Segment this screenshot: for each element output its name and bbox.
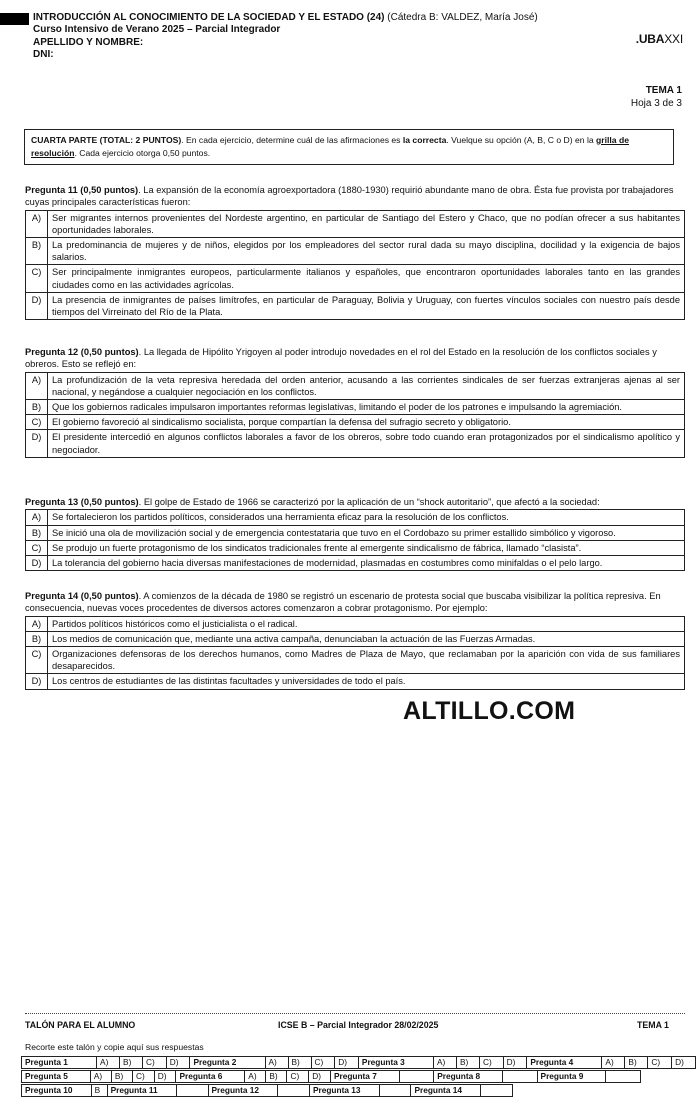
course-subtitle: Curso Intensivo de Verano 2025 – Parcial Integrador bbox=[33, 24, 281, 36]
options-table bbox=[25, 372, 685, 458]
option-letter: B) bbox=[26, 238, 48, 265]
question-title: Pregunta 14 (0,50 puntos) bbox=[25, 591, 139, 601]
tema-label: TEMA 1 bbox=[645, 85, 682, 96]
talon-tema: TEMA 1 bbox=[637, 1020, 669, 1030]
grid-option-cell[interactable]: D) bbox=[154, 1071, 176, 1083]
option-text: Partidos políticos históricos como el justicialista o el radical. bbox=[48, 616, 685, 631]
option-letter: D) bbox=[26, 292, 48, 319]
question-11 bbox=[25, 184, 685, 320]
grid-option-cell[interactable]: A) bbox=[433, 1057, 456, 1069]
option-letter: C) bbox=[26, 647, 48, 674]
option-letter: C) bbox=[26, 265, 48, 292]
option-text: La presencia de inmigrantes de países limítrofes, en particular de Paraguay, Bolivia y Uruguay, con fuertes vínculos sociales con nuestro país desde tiempos del Virreinato del Río de la Plata. bbox=[48, 292, 685, 319]
grid-option-cell[interactable]: D) bbox=[672, 1057, 696, 1069]
grid-option-cell[interactable]: D) bbox=[503, 1057, 527, 1069]
grid-answer-cell[interactable] bbox=[606, 1071, 641, 1083]
option-row bbox=[26, 616, 685, 631]
option-text: La profundización de la veta represiva heredada del orden anterior, acusando a las corrientes sindicales de ser fuerzas extranjeras ajenas al ser nacional, y negándose a cualquier negociación en los conflictos. bbox=[48, 372, 685, 399]
question-title: Pregunta 12 (0,50 puntos) bbox=[25, 347, 139, 357]
talon-title: TALÓN PARA EL ALUMNO bbox=[25, 1020, 136, 1030]
option-row bbox=[26, 400, 685, 415]
option-row bbox=[26, 540, 685, 555]
option-letter: A) bbox=[26, 616, 48, 631]
question-stem: . La llegada de Hipólito Yrigoyen al poder introdujo novedades en el rol del Estado en la resolución de los conflictos sociales y obreros. Esto se reflejó en: bbox=[25, 347, 657, 370]
question-title: Pregunta 13 (0,50 puntos) bbox=[25, 497, 139, 507]
options-table bbox=[25, 616, 685, 690]
grid-question-label: Pregunta 3 bbox=[358, 1057, 433, 1069]
tema-block bbox=[631, 84, 682, 110]
section-title: CUARTA PARTE (TOTAL: 2 PUNTOS) bbox=[31, 135, 182, 145]
option-letter: B) bbox=[26, 400, 48, 415]
course-chair: (Cátedra B: VALDEZ, María José) bbox=[384, 12, 538, 23]
grid-option-cell[interactable]: C) bbox=[311, 1057, 335, 1069]
grid-question-label: Pregunta 9 bbox=[537, 1071, 606, 1083]
option-text: La predominancia de mujeres y de niños, elegidos por los empleadores del sector rural dada su mayo disciplina, docilidad y la exigencia de bajos salarios. bbox=[48, 238, 685, 265]
grid-question-label: Pregunta 7 bbox=[330, 1071, 399, 1083]
option-letter: B) bbox=[26, 525, 48, 540]
option-letter: B) bbox=[26, 631, 48, 646]
option-text: Se fortalecieron los partidos políticos, considerados una herramienta eficaz para la resolución de los conflictos. bbox=[48, 510, 685, 525]
grid-option-cell[interactable]: B) bbox=[111, 1071, 132, 1083]
question-12 bbox=[25, 346, 685, 458]
question-13 bbox=[25, 496, 685, 571]
grid-answer-cell[interactable] bbox=[481, 1085, 513, 1097]
option-row bbox=[26, 238, 685, 265]
grid-question-label: Pregunta 2 bbox=[190, 1057, 265, 1069]
black-mark bbox=[0, 13, 29, 25]
grid-option-cell[interactable]: D) bbox=[309, 1071, 331, 1083]
options-table bbox=[25, 509, 685, 571]
grid-option-cell[interactable]: B) bbox=[456, 1057, 479, 1069]
watermark-text: ALTILLO.COM bbox=[403, 697, 576, 725]
option-row bbox=[26, 674, 685, 689]
option-text: Ser migrantes internos provenientes del Nordeste argentino, en particular de Santiago del Estero y Chaco, que no podían ofrecer a sus habitantes oportunidades laborales. bbox=[48, 210, 685, 237]
grid-option-cell[interactable]: B) bbox=[288, 1057, 311, 1069]
option-row bbox=[26, 415, 685, 430]
option-text: El presidente intercedió en algunos conflictos laborales a favor de los obreros, sobre todo cuando eran protagonizados por el sindicalismo apolítico y negociador. bbox=[48, 430, 685, 457]
grid-question-label: Pregunta 14 bbox=[411, 1085, 481, 1097]
grid-option-cell[interactable]: B bbox=[91, 1085, 107, 1097]
grid-option-cell[interactable]: C) bbox=[648, 1057, 672, 1069]
grid-option-cell[interactable]: A) bbox=[90, 1071, 111, 1083]
option-text: Organizaciones defensoras de los derechos humanos, como Madres de Plaza de Mayo, que reclamaban por la aparición con vida de sus familiares desaparecidos. bbox=[48, 647, 685, 674]
grid-question-label: Pregunta 12 bbox=[208, 1085, 278, 1097]
name-field-label: APELLIDO Y NOMBRE: bbox=[33, 36, 144, 48]
option-text: Los medios de comunicación que, mediante una activa campaña, denunciaban la actuación de las Fuerzas Armadas. bbox=[48, 631, 685, 646]
grid-option-cell[interactable]: D) bbox=[166, 1057, 190, 1069]
option-letter: D) bbox=[26, 674, 48, 689]
option-letter: D) bbox=[26, 430, 48, 457]
grid-answer-cell[interactable] bbox=[379, 1085, 411, 1097]
dni-field-label: DNI: bbox=[33, 48, 54, 60]
uba-logo: .UBAXXI bbox=[635, 32, 683, 46]
option-text: Que los gobiernos radicales impulsaron importantes reformas legislativas, limitando el poder de los patrones e impulsando la agremiación. bbox=[48, 400, 685, 415]
exam-header bbox=[33, 12, 538, 61]
answer-grid-row-1 bbox=[21, 1056, 696, 1069]
talon-exam-info: ICSE B – Parcial Integrador 28/02/2025 bbox=[278, 1020, 439, 1030]
option-letter: D) bbox=[26, 555, 48, 570]
cut-instructions: Recorte este talón y copie aquí sus respuestas bbox=[25, 1042, 204, 1052]
cut-line bbox=[25, 1013, 685, 1014]
option-text: Ser principalmente inmigrantes europeos, particularmente italianos y españoles, que encontraron oportunidades laborales tanto en las grandes ciudades como en las actividades agrícolas. bbox=[48, 265, 685, 292]
answer-grid-row-2 bbox=[21, 1070, 641, 1083]
option-row bbox=[26, 525, 685, 540]
grid-option-cell[interactable]: D) bbox=[335, 1057, 359, 1069]
grid-answer-cell[interactable] bbox=[503, 1071, 537, 1083]
grid-option-cell[interactable]: C) bbox=[287, 1071, 309, 1083]
option-row bbox=[26, 647, 685, 674]
grid-question-label: Pregunta 8 bbox=[434, 1071, 503, 1083]
grid-option-cell[interactable]: A) bbox=[245, 1071, 266, 1083]
grid-question-label: Pregunta 1 bbox=[22, 1057, 97, 1069]
grid-question-label: Pregunta 4 bbox=[527, 1057, 602, 1069]
question-stem: . A comienzos de la década de 1980 se registró un escenario de protesta social que buscaba visibilizar la política represiva. En consecuencia, nuevas voces procedentes de diversos actores comenzaron a cobrar protagonismo. Por ejemplo: bbox=[25, 591, 661, 614]
answer-grid-row-3 bbox=[21, 1084, 513, 1097]
grid-question-label: Pregunta 10 bbox=[22, 1085, 92, 1097]
option-letter: C) bbox=[26, 415, 48, 430]
grid-option-cell[interactable]: A) bbox=[97, 1057, 120, 1069]
grid-option-cell[interactable]: C) bbox=[133, 1071, 155, 1083]
question-stem: . La expansión de la economía agroexportadora (1880-1930) requirió abundante mano de obra. Ésta fue provista por trabajadores cuyas principales características fueron: bbox=[25, 185, 674, 208]
grid-question-label: Pregunta 13 bbox=[309, 1085, 379, 1097]
option-row bbox=[26, 430, 685, 457]
question-stem: . El golpe de Estado de 1966 se caracterizó por la aplicación de un “shock autoritario”, que afectó a la sociedad: bbox=[138, 497, 600, 507]
options-table bbox=[25, 210, 685, 321]
course-title: INTRODUCCIÓN AL CONOCIMIENTO DE LA SOCIEDAD Y EL ESTADO (24) bbox=[33, 12, 385, 23]
option-text: Se inició una ola de movilización social y de emergencia contestataria que tuvo en el Cordobazo su primer estallido simbólico y vigoroso. bbox=[48, 525, 685, 540]
option-row bbox=[26, 555, 685, 570]
grid-question-label: Pregunta 5 bbox=[22, 1071, 91, 1083]
grid-option-cell[interactable]: C) bbox=[143, 1057, 167, 1069]
answer-grid-reference: grilla de resolución bbox=[31, 135, 629, 158]
grid-answer-cell[interactable] bbox=[176, 1085, 208, 1097]
grid-option-cell[interactable]: A) bbox=[265, 1057, 288, 1069]
option-row bbox=[26, 372, 685, 399]
option-row bbox=[26, 292, 685, 319]
option-letter: C) bbox=[26, 540, 48, 555]
option-row bbox=[26, 631, 685, 646]
question-14 bbox=[25, 590, 685, 690]
option-row bbox=[26, 510, 685, 525]
grid-question-label: Pregunta 11 bbox=[107, 1085, 176, 1097]
option-text: Se produjo un fuerte protagonismo de los sindicatos tradicionales frente al emergente sindicalismo de fábrica, llamado “clasista”. bbox=[48, 540, 685, 555]
grid-answer-cell[interactable] bbox=[399, 1071, 433, 1083]
grid-option-cell[interactable]: A) bbox=[602, 1057, 625, 1069]
question-title: Pregunta 11 (0,50 puntos) bbox=[25, 185, 139, 195]
grid-option-cell[interactable]: B) bbox=[120, 1057, 143, 1069]
option-text: El gobierno favoreció al sindicalismo socialista, porque compartían la defensa del sufragio secreto y obligatorio. bbox=[48, 415, 685, 430]
grid-option-cell[interactable]: B) bbox=[266, 1071, 287, 1083]
option-letter: A) bbox=[26, 510, 48, 525]
grid-answer-cell[interactable] bbox=[278, 1085, 310, 1097]
grid-option-cell[interactable]: B) bbox=[625, 1057, 648, 1069]
option-letter: A) bbox=[26, 372, 48, 399]
option-text: Los centros de estudiantes de las distintas facultades y universidades de todo el país. bbox=[48, 674, 685, 689]
grid-option-cell[interactable]: C) bbox=[479, 1057, 503, 1069]
option-row bbox=[26, 265, 685, 292]
option-text: La tolerancia del gobierno hacia diversas manifestaciones de modernidad, plasmadas en costumbres como minifaldas o el pelo largo. bbox=[48, 555, 685, 570]
option-row bbox=[26, 210, 685, 237]
grid-question-label: Pregunta 6 bbox=[176, 1071, 245, 1083]
page-number: Hoja 3 de 3 bbox=[630, 98, 682, 109]
instructions-box: CUARTA PARTE (TOTAL: 2 PUNTOS). En cada ejercicio, determine cuál de las afirmaciones es la correcta. Vuelque su opción (A, B, C o D) en la grilla de resolución. Cada ejercicio otorga 0,50 puntos. bbox=[24, 129, 674, 165]
option-letter: A) bbox=[26, 210, 48, 237]
